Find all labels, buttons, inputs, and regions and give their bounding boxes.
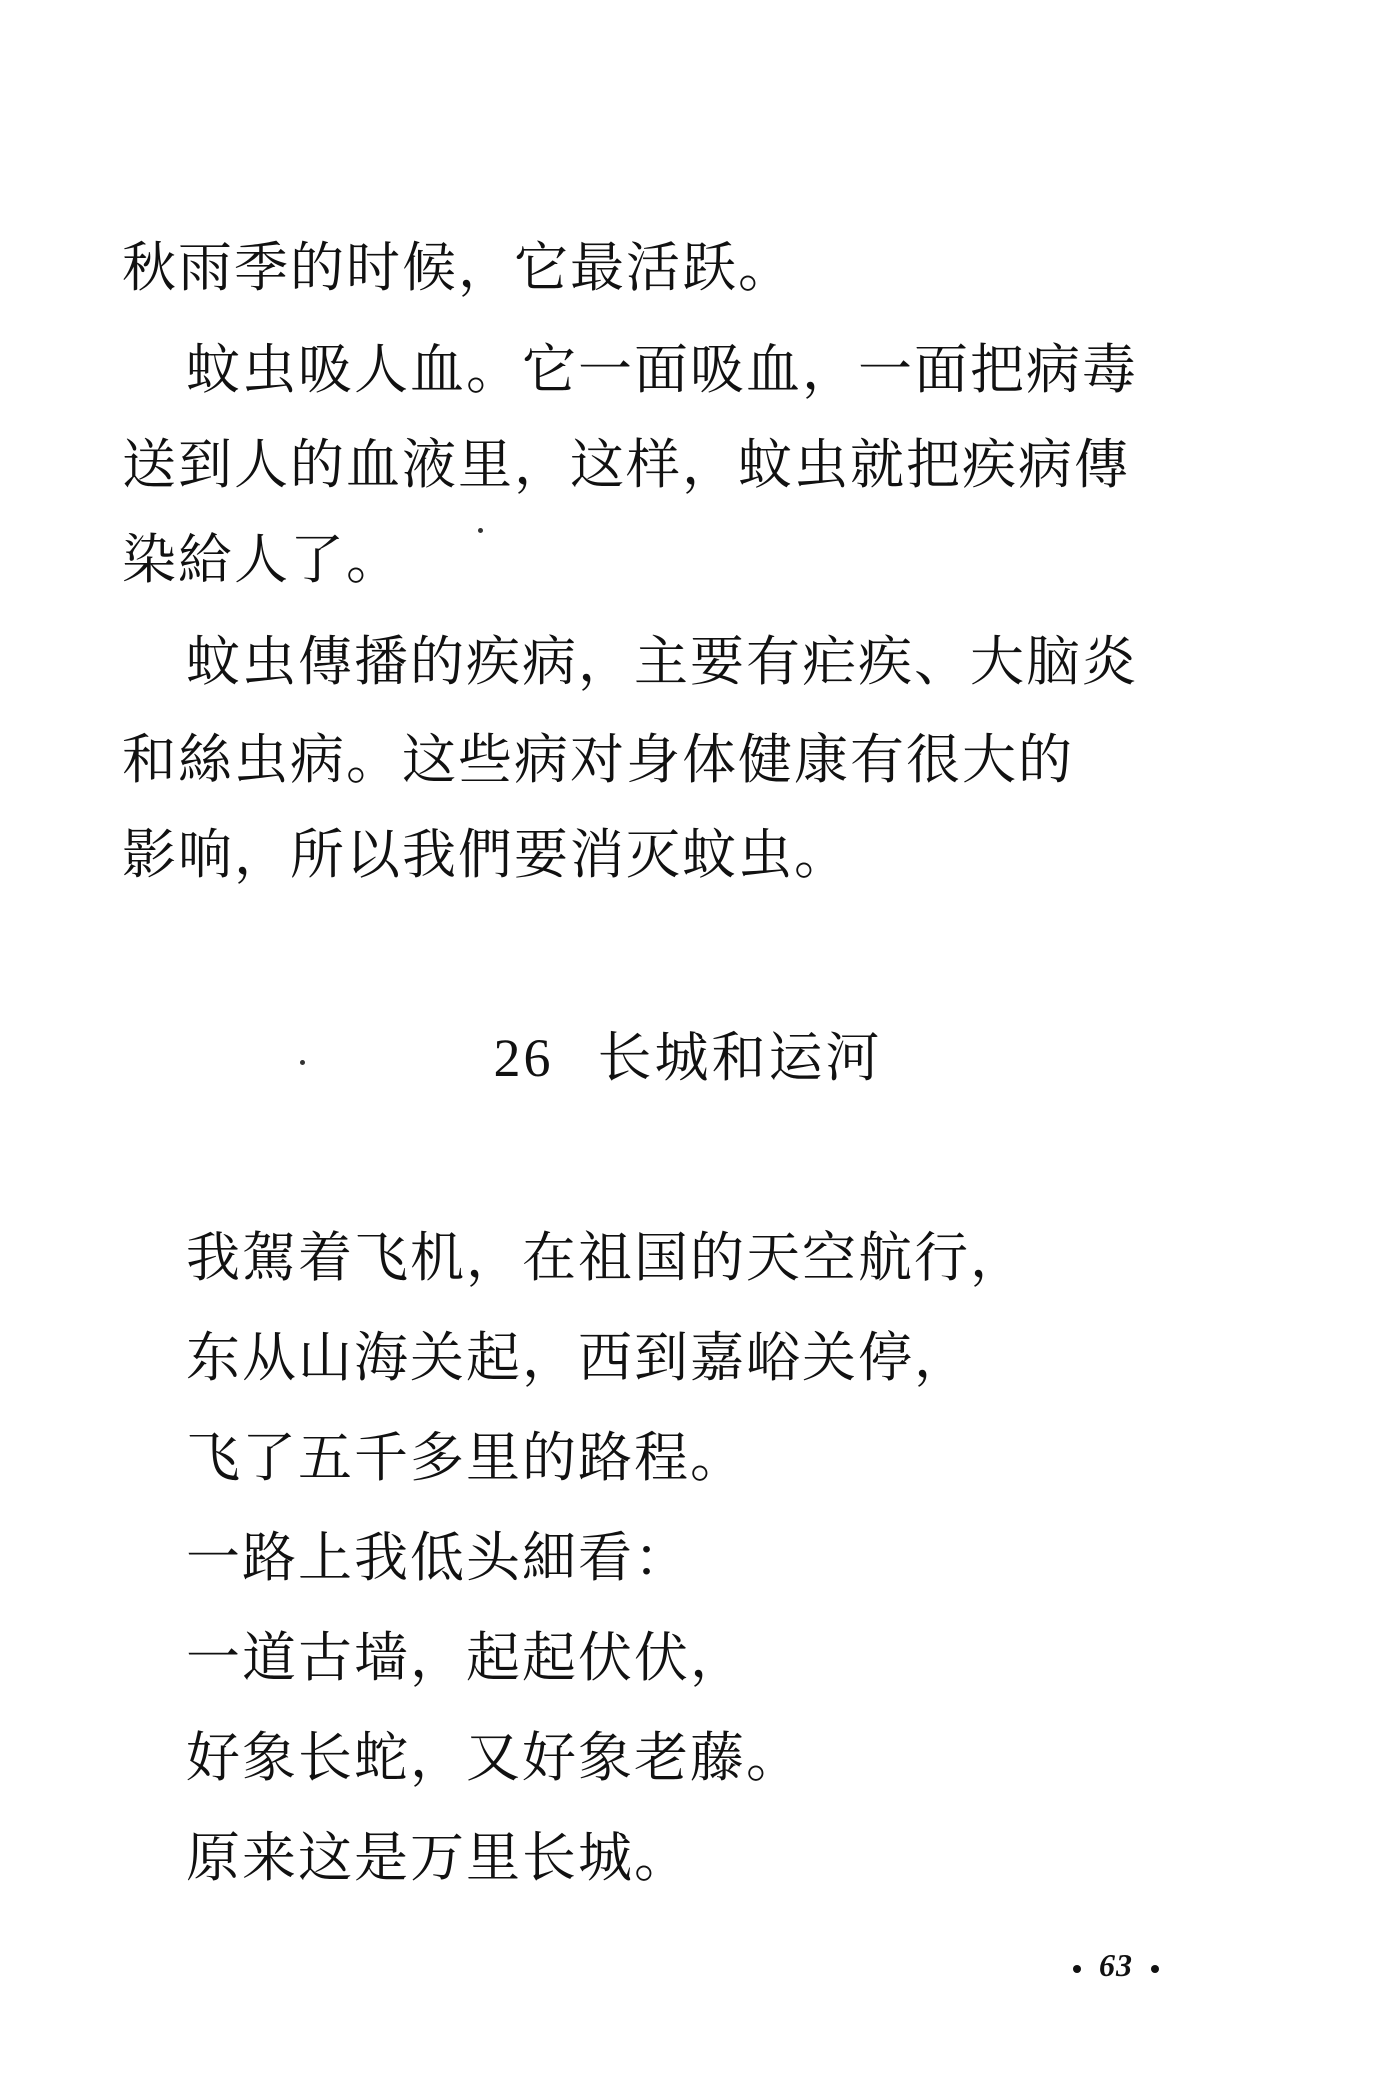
page-number-value: 63 [1099, 1947, 1133, 1983]
lesson-number: 26 [493, 1028, 554, 1088]
poem-line: 好象长蛇，又好象老藤。 [186, 1726, 802, 1789]
bullet-dot [1073, 1965, 1081, 1973]
text-line: 染給人了。 [122, 528, 402, 591]
text-line: 和絲虫病。这些病对身体健康有很大的 [122, 728, 1074, 791]
text-line: 秋雨季的时候，它最活跃。 [122, 236, 794, 299]
poem-line: 一路上我低头細看： [186, 1526, 690, 1589]
bullet-dot [1151, 1965, 1159, 1973]
poem-line: 一道古墙，起起伏伏， [186, 1626, 746, 1689]
print-speck [478, 528, 483, 533]
poem-line: 东从山海关起，西到嘉峪关停， [186, 1326, 970, 1389]
poem-line: 飞了五千多里的路程。 [186, 1426, 746, 1489]
text-line: 影响，所以我們要消灭蚊虫。 [122, 823, 850, 886]
text-line: 送到人的血液里，这样，蚊虫就把疾病傳 [122, 433, 1130, 496]
page-number [1055, 1945, 1177, 1985]
lesson-title: 长城和运河 [597, 1026, 883, 1089]
poem-line: 我駕着飞机，在祖国的天空航行， [186, 1226, 1026, 1289]
poem-line: 原来这是万里长城。 [186, 1826, 690, 1889]
text-line: 蚊虫吸人血。它一面吸血，一面把病毒 [186, 338, 1138, 401]
text-line: 蚊虫傳播的疾病，主要有疟疾、大脑炎 [186, 630, 1138, 693]
lesson-heading [0, 1018, 1376, 1098]
